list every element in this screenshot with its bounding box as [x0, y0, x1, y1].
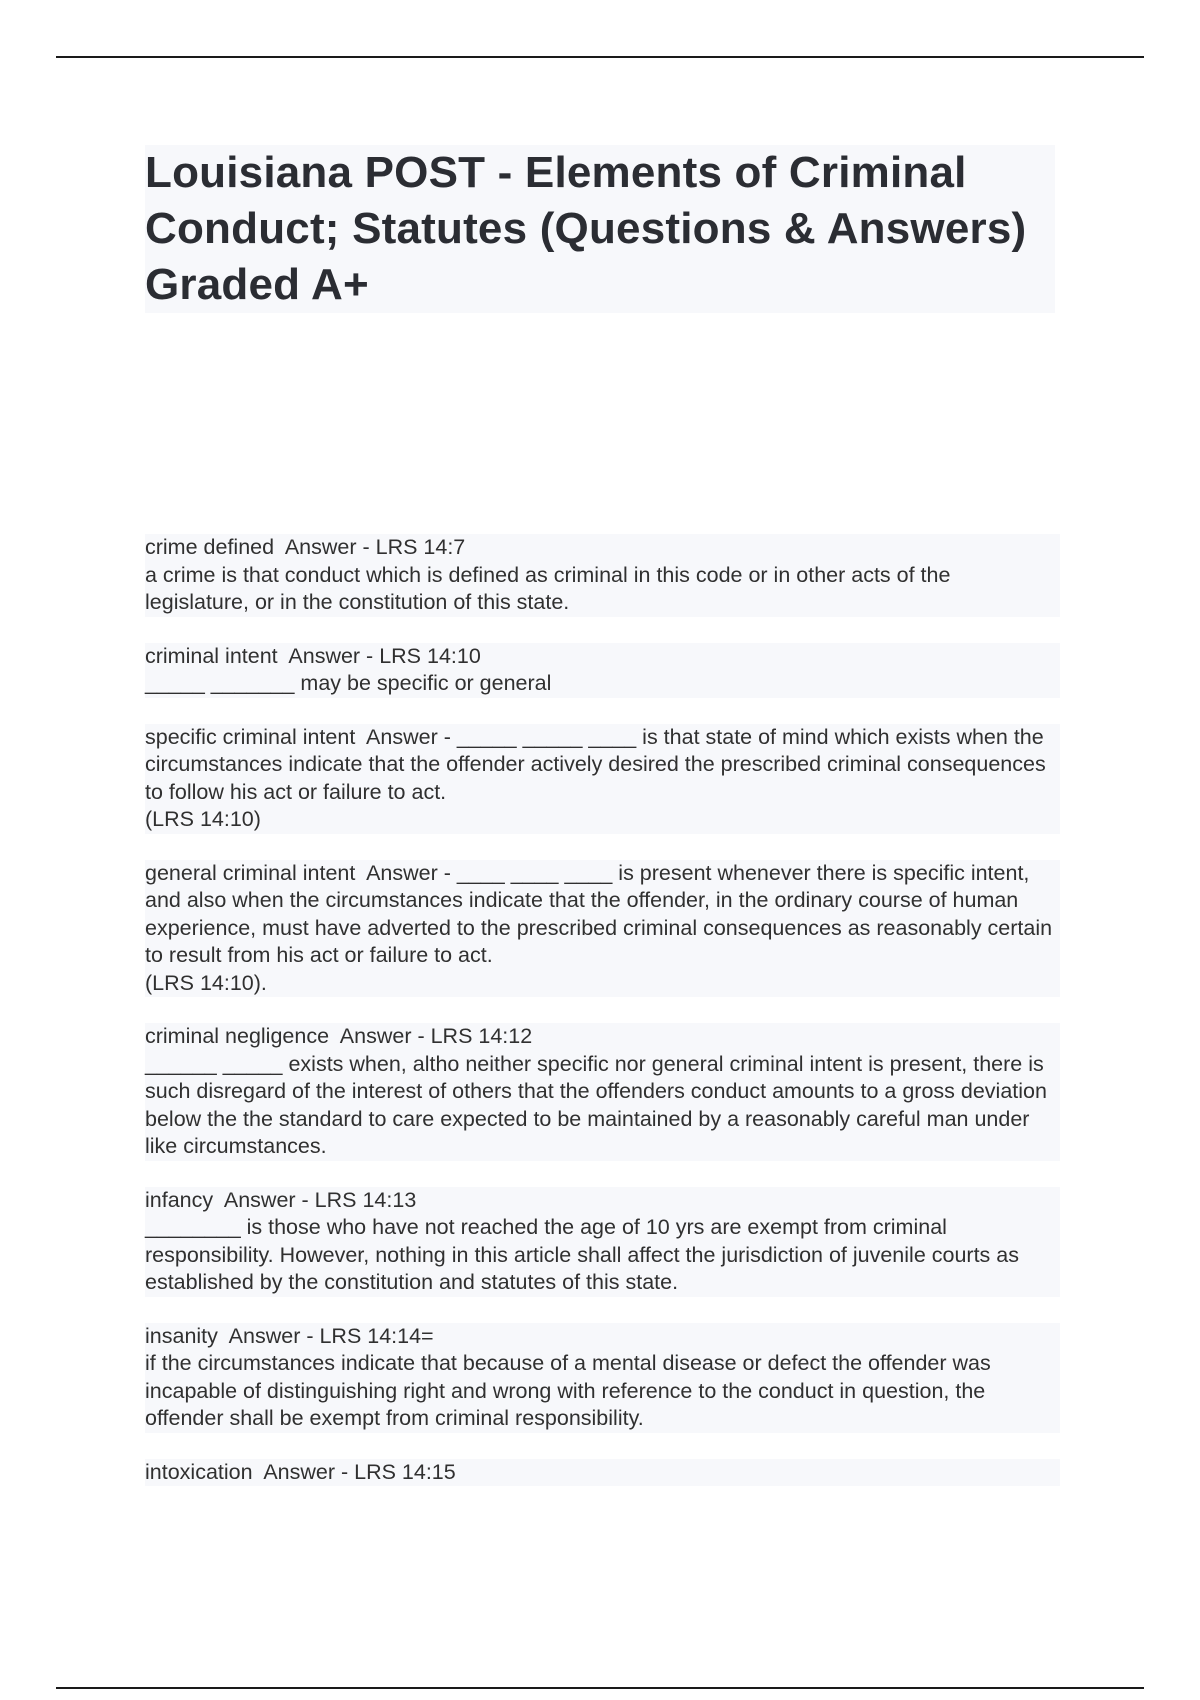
qa-answer-line: _____ _______ may be specific or general	[145, 671, 552, 695]
qa-answer-line: (LRS 14:10).	[145, 970, 267, 995]
qa-question-line: criminal negligence Answer - LRS 14:12	[145, 1024, 533, 1048]
document-title: Louisiana POST - Elements of Criminal Conduct; Statutes (Questions & Answers) Graded A+	[145, 148, 1027, 309]
qa-entry	[145, 860, 1060, 998]
qa-entry	[145, 643, 1060, 698]
qa-entry	[145, 534, 1060, 617]
qa-entry	[145, 1323, 1060, 1433]
top-rule	[56, 56, 1144, 58]
qa-question-line: insanity Answer - LRS 14:14=	[145, 1323, 434, 1348]
title-block	[145, 145, 1055, 313]
qa-question-line: general criminal intent Answer - ____ ____ ____ is present whenever there is specific intent, and also when the circumstances indicate that the offender, in the ordinary course of human experience, must have adverted to the prescribed criminal consequences as reasonably certain to result from his act or failure to act.	[145, 860, 1059, 967]
qa-entry	[145, 1459, 1060, 1487]
qa-question-line: crime defined Answer - LRS 14:7	[145, 535, 466, 559]
qa-list	[145, 534, 1060, 1512]
bottom-rule	[56, 1687, 1144, 1689]
qa-question-line: intoxication Answer - LRS 14:15	[145, 1459, 456, 1484]
qa-answer-line: ______ _____ exists when, altho neither specific nor general criminal intent is present, there is such disregard of the interest of others that the offenders conduct amounts to a gross deviation below the the standard to care expected to be maintained by a reasonably careful man under like circumstances.	[145, 1051, 1053, 1158]
qa-entry	[145, 1023, 1060, 1161]
qa-question-line: criminal intent Answer - LRS 14:10	[145, 643, 481, 668]
qa-question-line: infancy Answer - LRS 14:13	[145, 1187, 417, 1212]
qa-entry	[145, 1187, 1060, 1297]
qa-answer-line: ________ is those who have not reached the age of 10 yrs are exempt from criminal responsibility. However, nothing in this article shall affect the jurisdiction of juvenile courts as established by the constitution and statutes of this state.	[145, 1215, 1025, 1294]
qa-answer-line: (LRS 14:10)	[145, 807, 261, 831]
qa-question-line: specific criminal intent Answer - _____ _____ ____ is that state of mind which exists when the circumstances indicate that the offender actively desired the prescribed criminal consequences to follow his act or failure to act.	[145, 724, 1052, 804]
qa-answer-line: if the circumstances indicate that because of a mental disease or defect the offender was incapable of distinguishing right and wrong with reference to the conduct in question, the offender shall be exempt from criminal responsibility.	[145, 1351, 997, 1430]
qa-entry	[145, 724, 1060, 834]
qa-answer-line: a crime is that conduct which is defined as criminal in this code or in other acts of the legislature, or in the constitution of this state.	[145, 562, 957, 614]
